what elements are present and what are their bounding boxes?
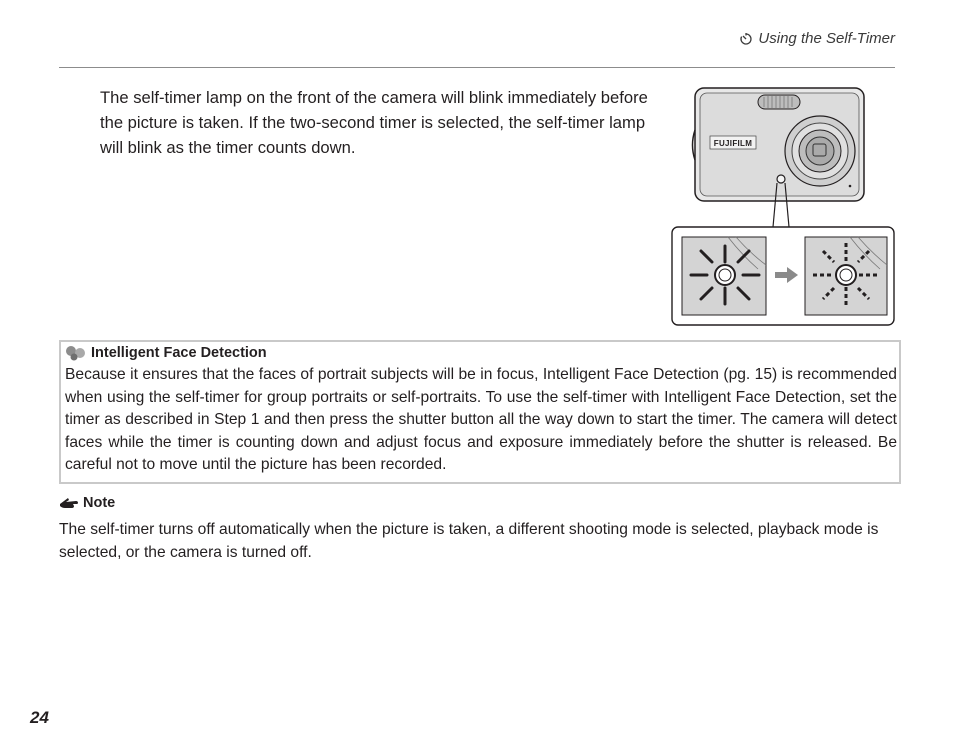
- face-detection-heading: [65, 345, 897, 361]
- note-heading: [59, 495, 115, 511]
- page-number: 24: [30, 708, 49, 727]
- face-detection-icon: [65, 345, 87, 361]
- self-timer-icon: [739, 32, 753, 46]
- intro-paragraph: The self-timer lamp on the front of the camera will blink immediately before the picture is taken. If the two-second timer is selected, the self-timer lamp will blink as the timer counts down.: [100, 88, 648, 157]
- pointing-hand-icon: [59, 496, 79, 510]
- face-detection-box: [59, 340, 901, 484]
- header-rule: [59, 67, 895, 68]
- page-header: [739, 30, 895, 47]
- lamp-blinking-panel: [805, 237, 887, 315]
- camera-brand-label: FUJIFILM: [713, 139, 753, 148]
- lamp-lit-panel: [682, 237, 766, 315]
- face-detection-body: Because it ensures that the faces of portrait subjects will be in focus, Intelligent Face Detection (pg. 15) is recommended when using the self-timer for group portraits or self-portraits. To use the self-timer with Intelligent Face Detection, set the timer as described in Step 1 and then press the shutter button all the way down to start the timer. The camera will detect faces while the timer is counting down and adjust focus and exposure immediately before the shutter is released. Be careful not to move until the picture has been recorded.: [65, 366, 897, 473]
- note-title: Note: [83, 495, 116, 511]
- section-title: Using the Self-Timer: [758, 30, 895, 47]
- note-body: The self-timer turns off automatically when the picture is taken, a different shooting mode is selected, playback mode is selected, or the camera is turned off.: [59, 521, 879, 561]
- face-detection-title: Intelligent Face Detection: [91, 345, 267, 361]
- self-timer-lamp: [777, 175, 785, 183]
- camera-illustration: [670, 85, 896, 328]
